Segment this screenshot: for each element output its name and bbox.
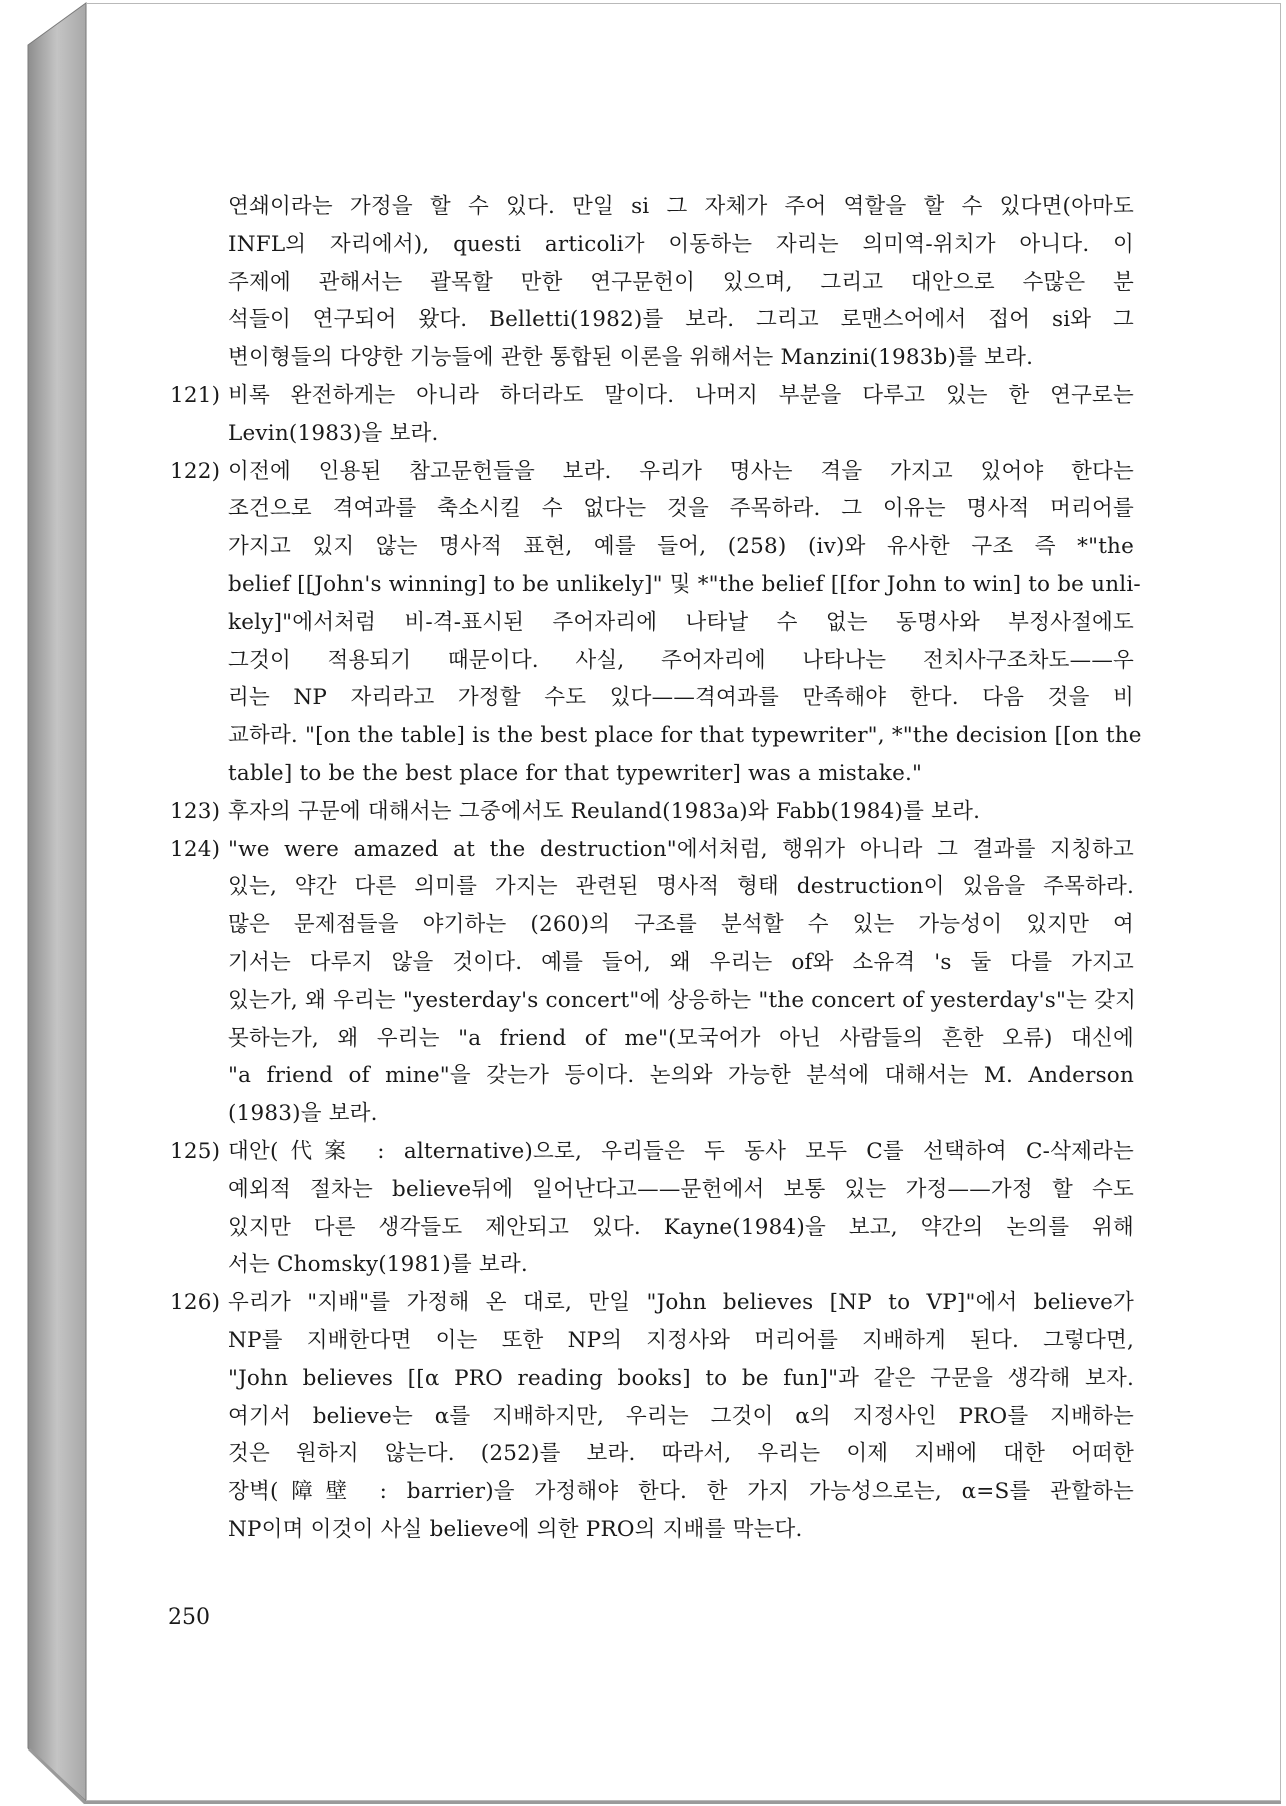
endnote-line: 후자의 구문에 대해서는 그중에서도 Reuland(1983a)와 Fabb(1984)를 보라. [228, 798, 981, 824]
endnote-line: NP이며 이것이 사실 believe에 의한 PRO의 지배를 막는다. [228, 1516, 803, 1542]
endnote-line: 있지만 다른 생각들도 제안되고 있다. Kayne(1984)을 보고, 약간의 논의를 위해 [228, 1214, 1134, 1240]
endnote-line: "John believes [[α PRO reading books] to be fun]"과 같은 구문을 생각해 보자. [228, 1365, 1134, 1391]
endnote-line: "we were amazed at the destruction"에서처럼, 행위가 아니라 그 결과를 지칭하고 [228, 836, 1134, 862]
endnote-line: "a friend of mine"을 갖는가 등이다. 논의와 가능한 분석에 대해서는 M. Anderson [228, 1063, 1134, 1089]
endnote-number: 123) [170, 798, 221, 824]
endnote-line: 가지고 있지 않는 명사적 표현, 예를 들어, (258) (iv)와 유사한 구조 즉 *"the [228, 534, 1134, 560]
endnote-line: 변이형들의 다양한 기능들에 관한 통합된 이론을 위해서는 Manzini(1983b)를 보라. [228, 345, 1034, 371]
endnote-line: 많은 문제점들을 야기하는 (260)의 구조를 분석할 수 있는 가능성이 있지만 여 [228, 912, 1134, 938]
endnote-line: 있는, 약간 다른 의미를 가지는 관련된 명사적 형태 destruction이 있음을 주목하라. [228, 874, 1134, 900]
endnote [170, 453, 1142, 793]
endnote-line: 장벽(障壁 : barrier)을 가정해야 한다. 한 가지 가능성으로는, α=S를 관할하는 [228, 1479, 1134, 1505]
endnote-number: 121) [170, 382, 221, 408]
endnote-line: 여기서 believe는 α를 지배하지만, 우리는 그것이 α의 지정사인 PRO를 지배하는 [228, 1403, 1134, 1429]
endnote-line: 예외적 절차는 believe뒤에 일어난다고——문헌에서 보통 있는 가정——가정 할 수도 [228, 1176, 1134, 1202]
endnote-line: 연쇄이라는 가정을 할 수 있다. 만일 si 그 자체가 주어 역할을 할 수 있다면(아마도 [228, 194, 1134, 219]
endnote [170, 1284, 1134, 1549]
page-number: 250 [168, 1605, 210, 1630]
endnote-line: 리는 NP 자리라고 가정할 수도 있다——격여과를 만족해야 한다. 다음 것을 비 [228, 685, 1134, 711]
endnote-line: 대안(代案 : alternative)으로, 우리들은 두 동사 모두 C를 선택하여 C-삭제라는 [228, 1138, 1134, 1164]
endnote-line: 서는 Chomsky(1981)를 보라. [228, 1252, 528, 1278]
endnote [170, 793, 1134, 831]
endnote [170, 377, 1134, 453]
endnote-line: 못하는가, 왜 우리는 "a friend of me"(모국어가 아닌 사람들의 흔한 오류) 대신에 [228, 1025, 1134, 1051]
endnote-line: Levin(1983)을 보라. [228, 420, 439, 446]
endnote-line: 기서는 다루지 않을 것이다. 예를 들어, 왜 우리는 of와 소유격 's 둘 다를 가지고 [228, 949, 1134, 975]
endnote-line: 주제에 관해서는 괄목할 만한 연구문헌이 있으며, 그리고 대안으로 수많은 분 [228, 269, 1134, 295]
endnote-line: belief [[John's winning] to be unlikely]" 및 *"the belief [[for John to win] to be unli- [228, 571, 1141, 597]
endnote-line: 있는가, 왜 우리는 "yesterday's concert"에 상응하는 "the concert of yesterday's"는 갖지 [228, 987, 1137, 1013]
endnotes [170, 188, 1142, 1549]
endnote-number: 124) [170, 836, 221, 862]
endnote [170, 1133, 1134, 1284]
endnote-line: NP를 지배한다면 이는 또한 NP의 지정사와 머리어를 지배하게 된다. 그렇다면, [228, 1327, 1134, 1353]
endnote-line: table] to be the best place for that typewriter] was a mistake." [228, 760, 923, 786]
endnote-number: 125) [170, 1138, 221, 1164]
endnote-line: 우리가 "지배"를 가정해 온 대로, 만일 "John believes [NP to VP]"에서 believe가 [228, 1290, 1134, 1316]
endnote-line: (1983)을 보라. [228, 1101, 378, 1127]
endnote-line: 조건으로 격여과를 축소시킬 수 없다는 것을 주목하라. 그 이유는 명사적 머리어를 [228, 496, 1134, 522]
endnote-line: 것은 원하지 않는다. (252)를 보라. 따라서, 우리는 이제 지배에 대한 어떠한 [228, 1441, 1134, 1467]
endnote-line: INFL의 자리에서), questi articoli가 이동하는 자리는 의미역-위치가 아니다. 이 [228, 231, 1134, 257]
endnote-line: 그것이 적용되기 때문이다. 사실, 주어자리에 나타나는 전치사구조차도——우 [228, 647, 1134, 673]
endnote-line: kely]"에서처럼 비-격-표시된 주어자리에 나타날 수 없는 동명사와 부정사절에도 [228, 609, 1134, 635]
endnote-line: 석들이 연구되어 왔다. Belletti(1982)를 보라. 그리고 로맨스어에서 접어 si와 그 [228, 307, 1134, 333]
endnote-number: 122) [170, 458, 221, 484]
endnote [228, 188, 1134, 377]
endnote-line: 비록 완전하게는 아니라 하더라도 말이다. 나머지 부분을 다루고 있는 한 연구로는 [228, 382, 1134, 408]
endnote [170, 831, 1137, 1133]
endnote-number: 126) [170, 1290, 221, 1316]
endnote-line: 이전에 인용된 참고문헌들을 보라. 우리가 명사는 격을 가지고 있어야 한다는 [228, 458, 1134, 484]
endnote-line: 교하라. "[on the table] is the best place for that typewriter", *"the decision [[on the [228, 723, 1142, 749]
